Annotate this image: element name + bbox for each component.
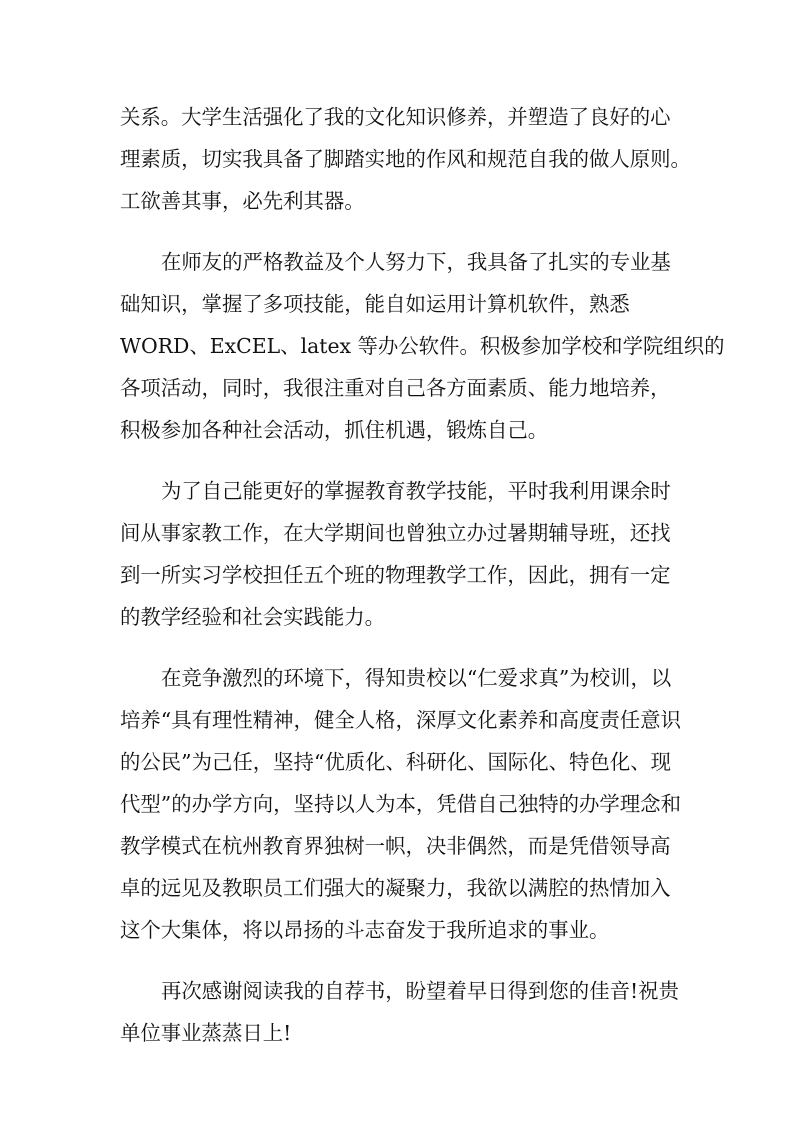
text-line: 代型”的办学方向，坚持以人为本，凭借自己独特的办学理念和 xyxy=(120,792,681,816)
text-line: 在竞争激烈的环境下，得知贵校以“仁爱求真”为校训，以 xyxy=(161,666,672,690)
text-line: 到一所实习学校担任五个班的物理教学工作，因此，拥有一定 xyxy=(120,563,671,587)
text-line: 教学模式在杭州教育界独树一帜，决非偶然，而是凭借领导高 xyxy=(120,834,671,858)
text-line: 础知识，掌握了多项技能，能自如运用计算机软件，熟悉 xyxy=(120,292,630,316)
text-line: 的公民”为己任，坚持“优质化、科研化、国际化、特色化、现 xyxy=(120,750,672,774)
text-line: 的教学经验和社会实践能力。 xyxy=(120,605,386,629)
paragraph xyxy=(120,657,700,951)
paragraph xyxy=(120,470,700,638)
text-line: 这个大集体，将以昂扬的斗志奋发于我所追求的事业。 xyxy=(120,918,610,942)
text-line: 工欲善其事，必先利其器。 xyxy=(120,189,365,213)
text-line: 各项活动，同时，我很注重对自己各方面素质、能力地培养， xyxy=(120,376,671,400)
text-line: 间从事家教工作，在大学期间也曾独立办过暑期辅导班，还找 xyxy=(120,521,671,545)
text-line: 培养“具有理性精神，健全人格，深厚文化素养和高度责任意识 xyxy=(120,708,681,732)
text-line: 理素质，切实我具备了脚踏实地的作风和规范自我的做人原则。 xyxy=(120,147,691,171)
paragraph xyxy=(120,96,700,222)
text-line: 在师友的严格教益及个人努力下，我具备了扎实的专业基 xyxy=(161,250,671,274)
text-line: 关系。大学生活强化了我的文化知识修养，并塑造了良好的心 xyxy=(120,105,671,129)
text-line: 为了自己能更好的掌握教育教学技能，平时我利用课余时 xyxy=(161,479,671,503)
document-page xyxy=(120,96,725,1073)
text-line: 积极参加各种社会活动，抓住机遇，锻炼自己。 xyxy=(120,418,549,442)
text-line: WORD、ExCEL、latex 等办公软件。积极参加学校和学院组织的 xyxy=(120,334,725,358)
text-line: 再次感谢阅读我的自荐书，盼望着早日得到您的佳音!祝贵 xyxy=(161,979,679,1003)
text-line: 单位事业蒸蒸日上! xyxy=(120,1021,292,1045)
text-line: 卓的远见及教职员工们强大的凝聚力，我欲以满腔的热情加入 xyxy=(120,876,671,900)
paragraph xyxy=(120,970,700,1054)
paragraph xyxy=(120,241,725,451)
